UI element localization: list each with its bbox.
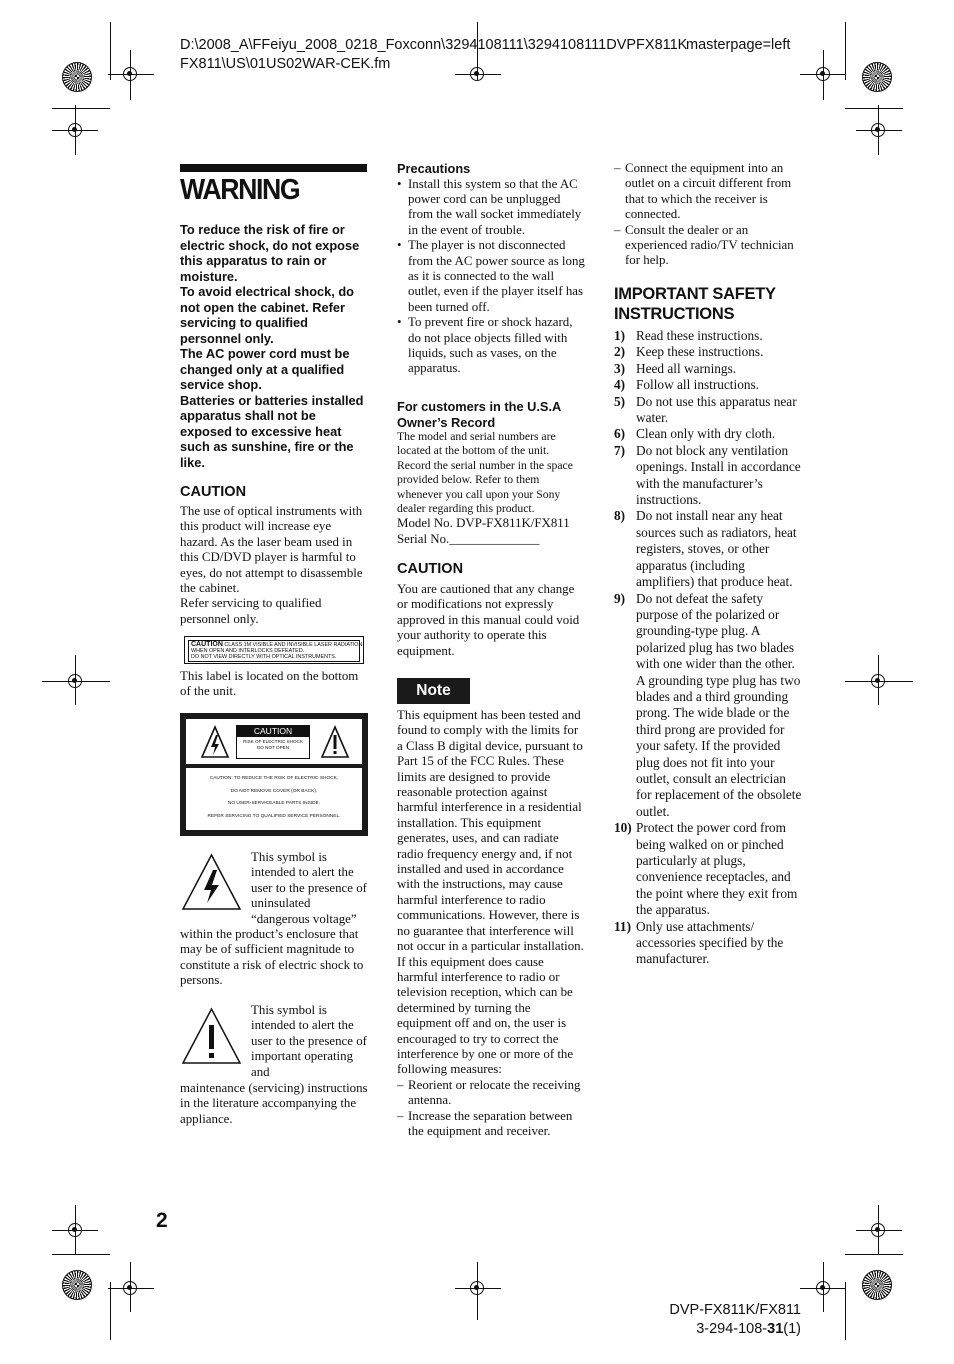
- isi-heading-line: INSTRUCTIONS: [614, 305, 735, 323]
- serial-number-field: Serial No.______________: [397, 531, 540, 546]
- shock-label-line: NO USER-SERVICEABLE PARTS INSIDE.: [227, 801, 321, 806]
- customers-heading: For customers in the U.S.A: [397, 399, 562, 414]
- item-number: 8): [614, 508, 626, 524]
- shock-label-sub: DO NOT OPEN: [256, 745, 290, 750]
- model-number: Model No. DVP-FX811K/FX811: [397, 516, 570, 531]
- list-item: • Install this system so that the AC power cord can be unplugged from the wall socket immediately in the event of trouble.: [397, 177, 585, 239]
- laser-label-line: WHEN OPEN AND INTERLOCKS DEFEATED.: [191, 648, 305, 654]
- item-text: Clean only with dry cloth.: [636, 426, 776, 442]
- registration-target-icon: [816, 1281, 830, 1295]
- exclamation-warning-icon: [320, 725, 350, 759]
- list-item: – Reorient or relocate the receiving antenna.: [397, 1078, 585, 1109]
- shock-label-word: CAUTION: [237, 726, 309, 737]
- master-page-tag: masterpage=left: [686, 37, 791, 53]
- laser-label-line: CLASS 1M VISIBLE AND INVISIBLE LASER RADIATION: [224, 642, 363, 648]
- list-item: • The player is not disconnected from the AC power source as long as it is connected to the wall outlet, even if the player itself has been turned off.: [397, 238, 585, 315]
- item-number: 3): [614, 360, 626, 376]
- list-item: [614, 344, 802, 360]
- shock-caution-label: [180, 713, 368, 836]
- laser-label-word: CAUTION: [191, 641, 223, 648]
- registration-star-icon: [62, 62, 92, 92]
- registration-star-icon: [862, 1270, 892, 1300]
- list-item: [614, 394, 802, 427]
- registration-star-icon: [862, 62, 892, 92]
- page-number: 2: [156, 1209, 168, 1232]
- list-item: [614, 377, 802, 393]
- symbol2-text-wrap: This symbol is intended to alert the user to the presence of important operating and: [251, 1003, 367, 1079]
- warning-statements: [180, 222, 368, 470]
- item-text: Follow all instructions.: [636, 377, 759, 393]
- item-number: 10): [614, 820, 632, 836]
- laser-caution-label: [184, 636, 364, 664]
- item-number: 11): [614, 918, 631, 934]
- item-text: Do not defeat the safety purpose of the polarized or grounding-type plug. A polarized plug has two blades with one wider than the other. A grounding type plug has two blades and a third grounding prong. The wide blade or the third prong are provided for your safety. If the provided plug does not fit into your outlet, consult an electrician for replacement of the obsolete outlet.: [636, 590, 802, 819]
- item-text: Protect the power cord from being walked on or pinched particularly at plugs, convenience receptacles, and the point where they exit from the apparatus.: [636, 820, 798, 918]
- item-text: Heed all warnings.: [636, 360, 737, 376]
- item-number: 2): [614, 344, 626, 360]
- list-item: [614, 508, 802, 590]
- warning-statement: The AC power cord must be changed only at a qualified service shop.: [180, 346, 350, 392]
- symbol1-text-wrap: This symbol is intended to alert the user to the presence of uninsulated “dangerous voltage”: [251, 850, 367, 926]
- caution-section: [180, 483, 368, 627]
- caution-heading: CAUTION: [180, 484, 247, 500]
- item-text: Only use attachments/ accessories specified by the manufacturer.: [636, 918, 784, 967]
- shock-label-sub: RISK OF ELECTRIC SHOCK: [243, 739, 303, 744]
- registration-target-icon: [68, 1223, 82, 1237]
- shock-label-line: CAUTION: TO REDUCE THE RISK OF ELECTRIC SHOCK,: [209, 776, 339, 781]
- file-path-line-2: FX811\US\01US02WAR-CEK.fm: [180, 56, 391, 72]
- registration-target-icon: [470, 67, 484, 81]
- item-number: 9): [614, 590, 626, 606]
- fcc-caution-text: You are cautioned that any change or modifications not expressly approved in this manual could void your authority to operate this equipment.: [397, 582, 580, 658]
- measures-list: [397, 1078, 585, 1140]
- list-item: – Consult the dealer or an experienced radio/TV technician for help.: [614, 223, 802, 269]
- item-number: 6): [614, 426, 626, 442]
- symbol2-text: maintenance (servicing) instructions in the literature accompanying the appliance.: [180, 1081, 368, 1126]
- footer-part-code: 3-294-108-31(1): [696, 1321, 801, 1337]
- registration-star-icon: [62, 1270, 92, 1300]
- item-number: 4): [614, 377, 626, 393]
- item-text: Do not install near any heat sources such as radiators, heat registers, stoves, or other apparatus (including amplifiers) that produce heat.: [636, 508, 797, 590]
- list-item: – Connect the equipment into an outlet on a circuit different from that to which the receiver is connected.: [614, 161, 802, 223]
- owners-record-section: [397, 399, 585, 547]
- isi-heading-line: IMPORTANT SAFETY: [614, 285, 776, 303]
- note-text: This equipment has been tested and found to comply with the limits for a Class B digital device, pursuant to Part 15 of the FCC Rules. These limits are designed to provide reasonable protection against harmful interference in a residential installation. This equipment generates, uses, and can radiate radio frequency energy and, if not installed and used in accordance with the instructions, may cause harmful interference to radio communications. However, there is no guarantee that interference will not occur in a particular installation. If this equipment does cause harmful interference to radio or television reception, which can be determined by turning the equipment off and on, the user is encouraged to try to correct the interference by one or more of the following measures:: [397, 708, 584, 1077]
- lightning-warning-icon: [200, 725, 230, 759]
- registration-target-icon: [871, 123, 885, 137]
- footer-model-number: DVP-FX811K/FX811: [669, 1302, 801, 1318]
- precautions-heading: Precautions: [397, 161, 471, 176]
- shock-label-line: DO NOT REMOVE COVER (OR BACK).: [230, 788, 318, 794]
- list-item: [614, 820, 802, 918]
- list-item: [614, 361, 802, 377]
- symbol1-text: within the product’s enclosure that may be of sufficient magnitude to constitute a risk of electric shock to persons.: [180, 927, 364, 988]
- item-text: Read these instructions.: [636, 328, 763, 343]
- dangerous-voltage-symbol-icon: [180, 852, 243, 912]
- registration-target-icon: [68, 123, 82, 137]
- shock-label-line: REFER SERVICING TO QUALIFIED SERVICE PERSONNEL.: [207, 813, 341, 819]
- list-item: [614, 426, 802, 442]
- warning-statement: Batteries or batteries installed apparatus shall not be exposed to excessive heat such as sunshine, fire or the like.: [180, 392, 364, 470]
- list-item: – Increase the separation between the equipment and receiver.: [397, 1109, 585, 1140]
- item-number: 5): [614, 393, 626, 409]
- list-item: [614, 591, 802, 821]
- registration-target-icon: [123, 67, 137, 81]
- registration-target-icon: [871, 1223, 885, 1237]
- warning-statement: To avoid electrical shock, do not open the cabinet. Refer servicing to qualified personnel only.: [180, 284, 354, 346]
- measures-continued: [614, 161, 802, 269]
- fcc-caution-section: [397, 560, 585, 659]
- owners-record-heading: Owner’s Record: [397, 414, 496, 430]
- precautions-section: [397, 161, 585, 377]
- item-text: Keep these instructions.: [636, 344, 764, 360]
- registration-target-icon: [871, 674, 885, 688]
- owners-record-text: The model and serial numbers are located at the bottom of the unit. Record the serial number in the space provided below. Refer to them whenever you call upon your Sony dealer regarding this product.: [397, 430, 573, 516]
- caution-text: The use of optical instruments with this product will increase eye hazard. As the laser beam used in this CD/DVD player is harmful to eyes, do not attempt to disassemble the cabinet.: [180, 504, 363, 596]
- label-location-text: This label is located on the bottom of the unit.: [180, 669, 359, 699]
- caution-heading: CAUTION: [397, 561, 464, 577]
- caution-refer-text: Refer servicing to qualified personnel only.: [180, 596, 322, 626]
- registration-target-icon: [470, 1281, 484, 1295]
- safety-instructions-list: [614, 328, 802, 968]
- file-path-line-1: D:\2008_A\FFeiyu_2008_0218_Foxconn\3294108111\3294108111DVPFX811K: [180, 37, 688, 53]
- registration-target-icon: [123, 1281, 137, 1295]
- note-badge: Note: [397, 678, 470, 704]
- item-number: 7): [614, 442, 626, 458]
- warning-statement: To reduce the risk of fire or electric shock, do not expose this apparatus to rain or moisture.: [180, 222, 360, 284]
- item-text: Do not block any ventilation openings. Install in accordance with the manufacturer’s instructions.: [636, 442, 801, 508]
- registration-target-icon: [816, 67, 830, 81]
- laser-label-line: DO NOT VIEW DIRECTLY WITH OPTICAL INSTRUMENTS.: [191, 654, 337, 660]
- item-number: 1): [614, 328, 626, 343]
- list-item: • To prevent fire or shock hazard, do not place objects filled with liquids, such as vases, on the apparatus.: [397, 315, 585, 377]
- precautions-list: [397, 177, 585, 377]
- warning-title: WARNING: [180, 174, 300, 206]
- note-section: [397, 708, 585, 1139]
- important-instruction-symbol-icon: [180, 1006, 243, 1066]
- safety-instructions-heading: [614, 284, 802, 324]
- list-item: [614, 443, 802, 509]
- list-item: [614, 328, 802, 344]
- measures-list: [614, 161, 802, 269]
- list-item: [614, 919, 802, 968]
- warning-rule: [180, 164, 367, 172]
- item-text: Do not use this apparatus near water.: [636, 393, 797, 426]
- registration-target-icon: [68, 674, 82, 688]
